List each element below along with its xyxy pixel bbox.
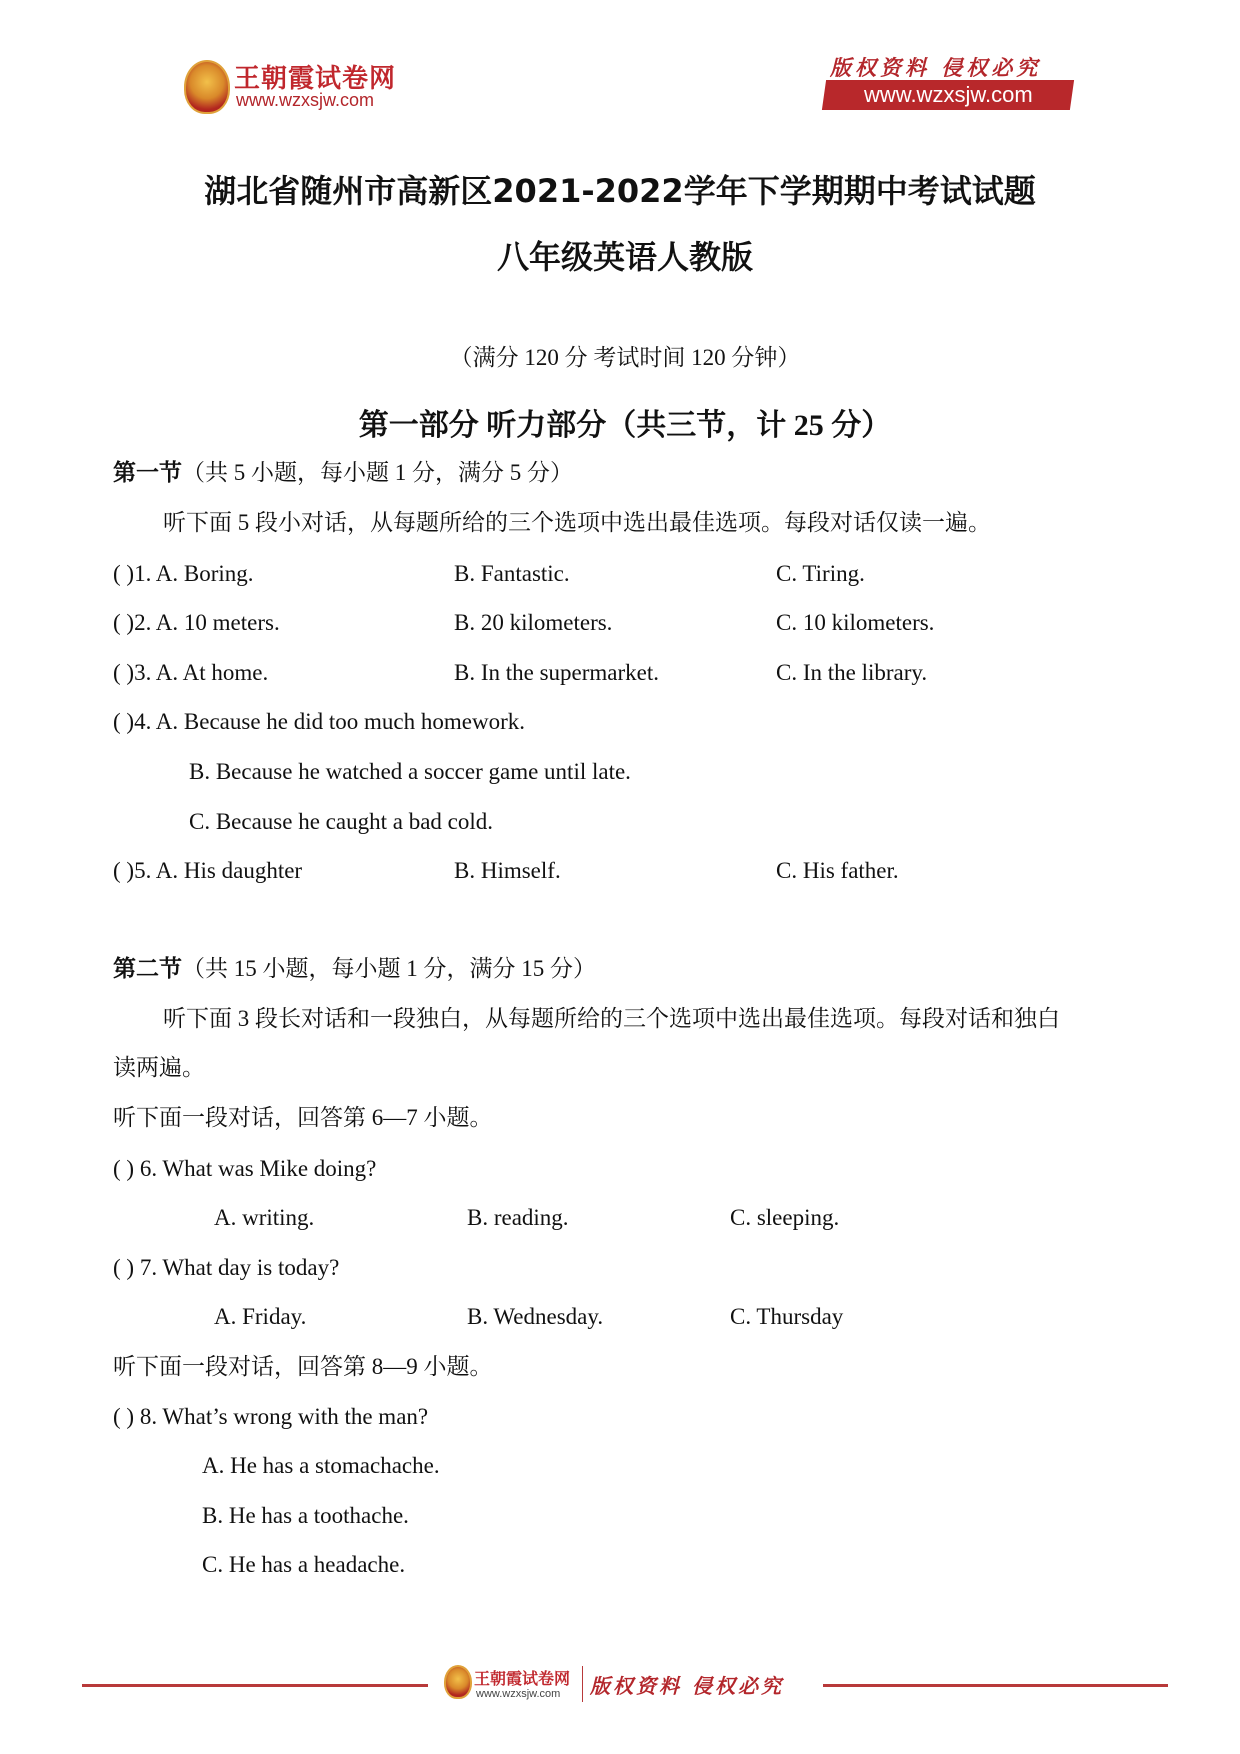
option-c: C. His father. <box>776 858 899 883</box>
option-a: A. He has a stomachache. <box>202 1453 440 1478</box>
exam-subtitle: 八年级英语人教版 <box>496 238 753 276</box>
part1-heading: 第一部分 听力部分（共三节，计 25 分） <box>358 409 892 442</box>
score-info: （满分 120 分 考试时间 120 分钟） <box>449 345 801 370</box>
section1-label: 第一节 <box>113 460 182 485</box>
option-b: B. In the supermarket. <box>454 660 660 685</box>
question-stem: ( )4. A. Because he did too much homework. <box>113 709 525 734</box>
option-c: C. Thursday <box>730 1304 844 1329</box>
option-a: A. writing. <box>214 1205 315 1230</box>
question-stem: ( ) 8. What’s wrong with the man? <box>113 1404 429 1429</box>
question-stem: ( )2. A. 10 meters. <box>113 610 280 635</box>
brand-badge-icon <box>184 60 230 114</box>
question-stem: ( )1. A. Boring. <box>113 561 254 586</box>
footer-slogan: 版权资料 侵权必究 <box>590 1674 784 1698</box>
question-stem: ( )3. A. At home. <box>113 660 269 685</box>
question-stem: ( )5. A. His daughter <box>113 858 303 883</box>
option-c: C. 10 kilometers. <box>776 610 935 635</box>
section2-note: （共 15 小题，每小题 1 分，满分 15 分） <box>182 956 596 981</box>
option-c: C. Tiring. <box>776 561 865 586</box>
option-c: C. Because he caught a bad cold. <box>189 809 493 834</box>
dialog2-instruction: 听下面一段对话，回答第 8—9 小题。 <box>113 1354 493 1379</box>
option-b: B. Himself. <box>454 858 561 883</box>
section2-instruction-line1: 听下面 3 段长对话和一段独白，从每题所给的三个选项中选出最佳选项。每段对话和独白 <box>163 1006 1060 1031</box>
footer-rule-right <box>823 1684 1168 1687</box>
section2-label: 第二节 <box>113 956 182 981</box>
brand-url: www.wzxsjw.com <box>236 90 375 110</box>
option-b: B. 20 kilometers. <box>454 610 613 635</box>
option-c: C. sleeping. <box>730 1205 840 1230</box>
option-c: C. He has a headache. <box>202 1552 406 1577</box>
dialog1-instruction: 听下面一段对话，回答第 6—7 小题。 <box>113 1105 493 1130</box>
brand-name: 王朝霞试卷网 <box>234 64 397 94</box>
option-b: B. Fantastic. <box>454 561 570 586</box>
footer-brand: 王朝霞试卷网 <box>474 1669 571 1688</box>
section1-note: （共 5 小题，每小题 1 分，满分 5 分） <box>182 460 573 485</box>
footer-divider <box>582 1666 583 1702</box>
option-a: A. Friday. <box>214 1304 307 1329</box>
option-b: B. reading. <box>467 1205 569 1230</box>
option-b: B. Wednesday. <box>467 1304 604 1329</box>
footer-badge-icon <box>444 1665 472 1699</box>
copyright-slogan: 版权资料 侵权必究 <box>830 55 1042 80</box>
footer-rule-left <box>82 1684 428 1687</box>
exam-title: 湖北省随州市高新区2021-2022学年下学期期中考试试题 <box>204 172 1036 210</box>
section1-instruction: 听下面 5 段小对话，从每题所给的三个选项中选出最佳选项。每段对话仅读一遍。 <box>163 510 991 535</box>
question-stem: ( ) 7. What day is today? <box>113 1255 340 1280</box>
url-banner <box>822 80 1074 110</box>
section2-title <box>113 955 596 983</box>
url-banner-text: www.wzxsjw.com <box>863 82 1033 107</box>
footer-url: www.wzxsjw.com <box>476 1688 561 1700</box>
question-stem: ( ) 6. What was Mike doing? <box>113 1156 377 1181</box>
option-b: B. He has a toothache. <box>202 1503 409 1528</box>
section2-instruction-line2: 读两遍。 <box>113 1055 205 1080</box>
option-c: C. In the library. <box>776 660 928 685</box>
section1-title <box>113 459 573 487</box>
option-b: B. Because he watched a soccer game until late. <box>189 759 631 784</box>
